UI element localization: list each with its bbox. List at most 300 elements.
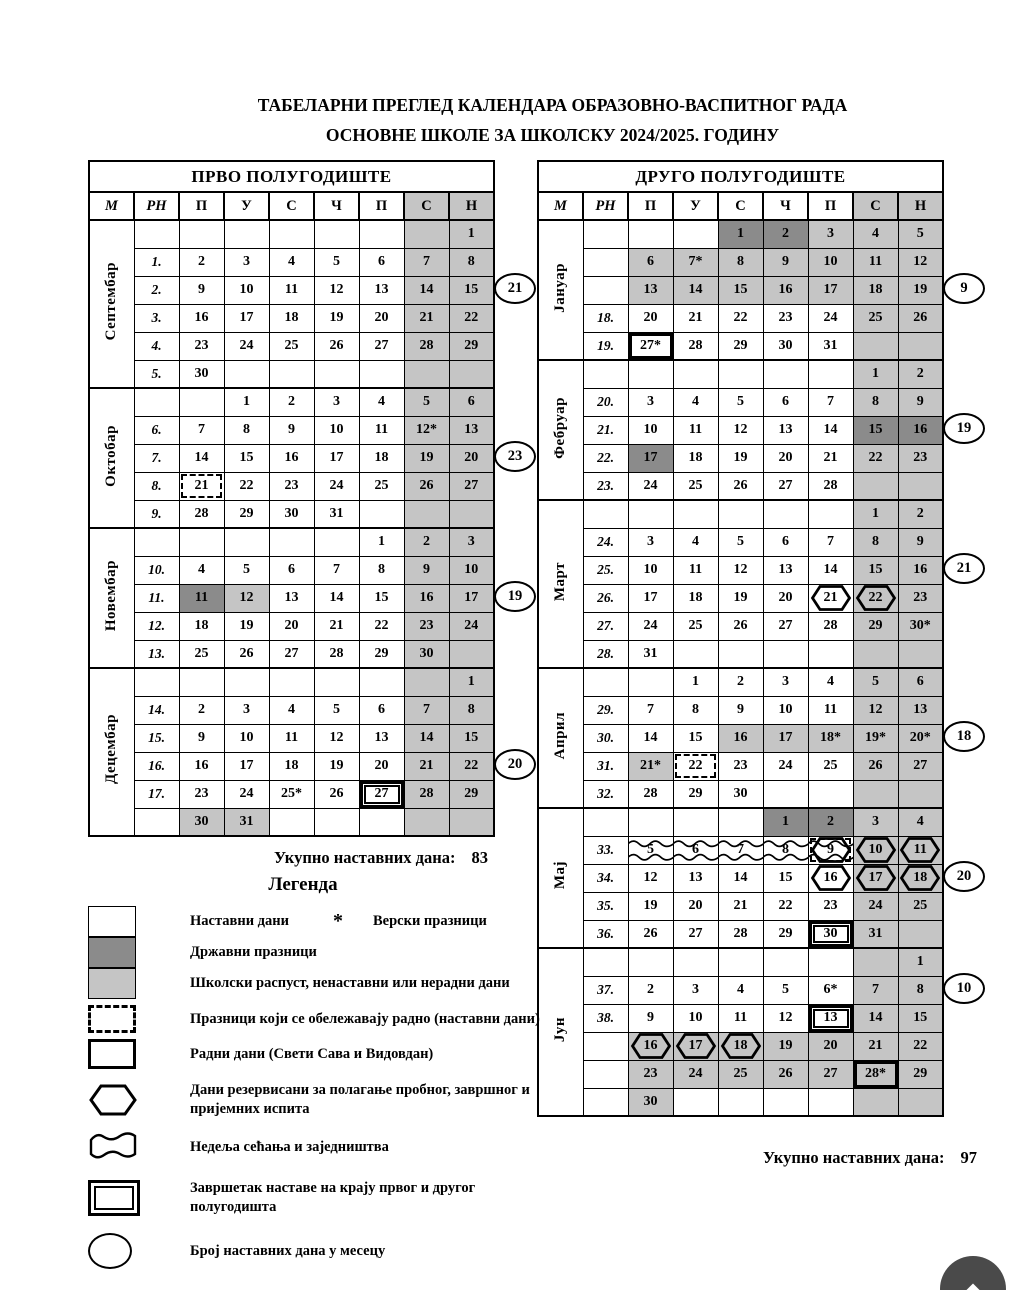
day-cell: 3 [224, 248, 269, 276]
day-cell: 1 [449, 668, 494, 696]
day-cell [449, 640, 494, 668]
day-cell: 27* [628, 332, 673, 360]
day-cell: 25* [269, 780, 314, 808]
day-cell: 19 [898, 276, 943, 304]
total-label: Укупно наставних дана: [763, 1148, 945, 1167]
day-cell [853, 472, 898, 500]
legend-swatch [88, 1180, 190, 1216]
col-header-day: С [853, 192, 898, 220]
day-cell: 11 [269, 724, 314, 752]
day-cell: 1 [224, 388, 269, 416]
day-cell: 26 [224, 640, 269, 668]
day-cell: 6 [359, 696, 404, 724]
day-cell [718, 808, 763, 836]
day-cell: 2 [179, 696, 224, 724]
day-cell [628, 500, 673, 528]
day-cell: 30* [898, 612, 943, 640]
day-cell [224, 668, 269, 696]
day-cell: 16 [718, 724, 763, 752]
day-cell [224, 220, 269, 248]
day-cell: 4 [853, 220, 898, 248]
legend-swatch [88, 1005, 190, 1033]
day-cell: 3 [628, 528, 673, 556]
day-cell: 31 [808, 332, 853, 360]
day-cell: 10 [314, 416, 359, 444]
day-cell: 1 [359, 528, 404, 556]
day-cell: 13 [359, 276, 404, 304]
col-header-month: М [538, 192, 583, 220]
day-cell: 2 [628, 976, 673, 1004]
total-value: 83 [471, 848, 488, 867]
legend-title: Легенда [268, 874, 338, 895]
legend-item-label: Школски распуст, ненаставни или нерадни дани [190, 975, 510, 991]
week-number: 12. [134, 612, 179, 640]
week-number: 15. [134, 724, 179, 752]
first-semester-total [88, 848, 488, 868]
day-cell: 28 [404, 780, 449, 808]
day-cell [808, 1088, 853, 1116]
month-label: Октобар [89, 388, 134, 528]
day-cell: 1 [853, 360, 898, 388]
day-cell: 3 [673, 976, 718, 1004]
day-cell [808, 640, 853, 668]
day-cell: 22 [224, 472, 269, 500]
day-cell: 27 [808, 1060, 853, 1088]
semester-title: ДРУГО ПОЛУГОДИШТЕ [538, 161, 943, 192]
day-cell [898, 1088, 943, 1116]
col-header-day: С [269, 192, 314, 220]
legend-item [88, 1129, 558, 1165]
day-cell: 21* [628, 752, 673, 780]
day-cell: 15 [449, 276, 494, 304]
day-cell [898, 332, 943, 360]
day-cell: 26 [718, 472, 763, 500]
week-number: 7. [134, 444, 179, 472]
day-cell [269, 360, 314, 388]
religious-holiday-note [333, 910, 487, 933]
day-cell: 13 [269, 584, 314, 612]
day-cell [179, 388, 224, 416]
day-cell: 18 [898, 864, 943, 892]
day-cell: 6 [269, 556, 314, 584]
teaching-day-swatch [88, 906, 136, 937]
day-cell: 9 [404, 556, 449, 584]
day-cell: 18 [179, 612, 224, 640]
legend-item [88, 968, 558, 999]
day-cell: 25 [808, 752, 853, 780]
legend-item-label: Недеља сећања и заједништва [190, 1138, 389, 1155]
scroll-to-top-button[interactable] [940, 1256, 1006, 1290]
day-cell [179, 220, 224, 248]
day-cell: 18 [359, 444, 404, 472]
day-cell: 24 [314, 472, 359, 500]
week-number: 13. [134, 640, 179, 668]
day-cell: 4 [718, 976, 763, 1004]
day-cell: 29 [359, 640, 404, 668]
day-cell: 8 [898, 976, 943, 1004]
day-cell: 12* [404, 416, 449, 444]
day-cell: 15 [853, 416, 898, 444]
day-cell: 30 [763, 332, 808, 360]
day-cell: 24 [808, 304, 853, 332]
day-cell [404, 668, 449, 696]
day-cell: 21 [808, 444, 853, 472]
week-number: 29. [583, 696, 628, 724]
day-cell: 12 [718, 556, 763, 584]
legend-item-label: Радни дани (Свети Сава и Видовдан) [190, 1045, 434, 1062]
day-cell: 28 [808, 612, 853, 640]
week-number [583, 1060, 628, 1088]
day-cell: 19* [853, 724, 898, 752]
day-cell: 12 [898, 248, 943, 276]
day-cell: 16 [763, 276, 808, 304]
day-cell: 8 [449, 696, 494, 724]
day-cell: 5 [853, 668, 898, 696]
day-cell [763, 1088, 808, 1116]
day-cell [404, 360, 449, 388]
day-cell: 31 [853, 920, 898, 948]
day-cell [673, 808, 718, 836]
day-cell [853, 332, 898, 360]
day-cell: 1 [718, 220, 763, 248]
col-header-day: У [673, 192, 718, 220]
day-cell: 18* [808, 724, 853, 752]
day-cell: 13 [449, 416, 494, 444]
day-cell: 14 [179, 444, 224, 472]
day-cell: 16 [808, 864, 853, 892]
week-number: 19. [583, 332, 628, 360]
day-cell: 3 [853, 808, 898, 836]
day-cell: 21 [404, 304, 449, 332]
day-cell: 19 [224, 612, 269, 640]
day-cell [853, 948, 898, 976]
week-number [583, 500, 628, 528]
day-cell: 30 [179, 808, 224, 836]
day-cell [763, 780, 808, 808]
day-cell [763, 948, 808, 976]
week-number: 21. [583, 416, 628, 444]
day-cell: 22 [673, 752, 718, 780]
day-cell: 10 [808, 248, 853, 276]
day-cell: 15 [763, 864, 808, 892]
day-cell: 22 [718, 304, 763, 332]
day-cell: 16 [898, 556, 943, 584]
day-cell: 6 [449, 388, 494, 416]
legend-item [88, 1004, 558, 1034]
day-cell: 16 [898, 416, 943, 444]
day-cell: 30 [808, 920, 853, 948]
day-cell [628, 668, 673, 696]
day-cell: 3 [808, 220, 853, 248]
day-cell: 1 [853, 500, 898, 528]
day-cell: 14 [404, 724, 449, 752]
week-number [134, 388, 179, 416]
day-cell: 14 [404, 276, 449, 304]
week-number: 22. [583, 444, 628, 472]
legend-swatch [88, 906, 190, 937]
col-header-week: РН [134, 192, 179, 220]
day-cell [179, 528, 224, 556]
day-cell [718, 1088, 763, 1116]
day-cell: 17 [628, 444, 673, 472]
monthly-count-circle-icon [88, 1233, 132, 1269]
day-cell [898, 780, 943, 808]
day-cell: 21 [404, 752, 449, 780]
col-header-day: С [718, 192, 763, 220]
col-header-week: РН [583, 192, 628, 220]
day-cell [673, 360, 718, 388]
day-cell: 15 [853, 556, 898, 584]
day-cell [898, 920, 943, 948]
day-cell [314, 528, 359, 556]
week-number: 36. [583, 920, 628, 948]
day-cell: 10 [449, 556, 494, 584]
day-cell: 11 [718, 1004, 763, 1032]
day-cell [763, 640, 808, 668]
working-holiday-swatch [88, 1005, 136, 1033]
month-label: Септембар [89, 220, 134, 388]
day-cell: 15 [718, 276, 763, 304]
day-cell: 3 [763, 668, 808, 696]
week-number [583, 248, 628, 276]
day-cell: 10 [628, 556, 673, 584]
day-cell: 15 [224, 444, 269, 472]
day-cell: 7 [404, 696, 449, 724]
day-cell [359, 500, 404, 528]
week-number [134, 220, 179, 248]
day-cell [718, 948, 763, 976]
day-cell: 9 [628, 1004, 673, 1032]
day-cell: 29 [718, 332, 763, 360]
col-header-month: М [89, 192, 134, 220]
day-cell: 27 [673, 920, 718, 948]
day-cell [718, 360, 763, 388]
legend-item-label: Дани резервисани за полагање пробног, завршног и пријемних испита [190, 1082, 530, 1117]
day-cell [314, 808, 359, 836]
week-number: 31. [583, 752, 628, 780]
week-number: 2. [134, 276, 179, 304]
month-label: Новембар [89, 528, 134, 668]
day-cell [269, 220, 314, 248]
day-cell: 10 [853, 836, 898, 864]
day-cell: 2 [404, 528, 449, 556]
day-cell: 17 [628, 584, 673, 612]
legend-item-label: Наставни дани [190, 913, 289, 929]
day-cell: 25 [673, 472, 718, 500]
day-cell: 26 [314, 332, 359, 360]
day-cell: 1 [763, 808, 808, 836]
day-cell: 6* [808, 976, 853, 1004]
day-cell: 7 [853, 976, 898, 1004]
day-cell: 5 [404, 388, 449, 416]
week-number: 33. [583, 836, 628, 864]
week-number: 38. [583, 1004, 628, 1032]
remembrance-week-flag-icon [88, 1129, 138, 1165]
day-cell: 12 [314, 276, 359, 304]
month-label: Јануар [538, 220, 583, 360]
day-cell [359, 668, 404, 696]
day-cell: 9 [179, 276, 224, 304]
monthly-teaching-days-count: 20 [943, 861, 985, 892]
second-semester-table [537, 160, 987, 1117]
total-value: 97 [960, 1148, 977, 1167]
day-cell: 18 [673, 444, 718, 472]
end-of-semester-box-icon [88, 1180, 140, 1216]
day-cell: 15 [359, 584, 404, 612]
day-cell [763, 500, 808, 528]
legend-swatch [88, 937, 190, 968]
day-cell: 9 [898, 528, 943, 556]
day-cell: 23 [269, 472, 314, 500]
week-number [583, 220, 628, 248]
day-cell: 28 [404, 332, 449, 360]
legend-swatch [88, 968, 190, 999]
day-cell: 18 [853, 276, 898, 304]
day-cell [853, 640, 898, 668]
col-header-day: П [628, 192, 673, 220]
day-cell: 28* [853, 1060, 898, 1088]
calendar-table [88, 160, 495, 837]
exam-day-hexagon-icon [88, 1083, 138, 1117]
state-holiday-swatch [88, 937, 136, 968]
day-cell: 12 [314, 724, 359, 752]
day-cell: 9 [763, 248, 808, 276]
total-label: Укупно наставних дана: [274, 848, 456, 867]
day-cell: 27 [763, 612, 808, 640]
day-cell: 11 [179, 584, 224, 612]
month-label: Јун [538, 948, 583, 1116]
day-cell: 25 [853, 304, 898, 332]
day-cell: 28 [314, 640, 359, 668]
day-cell [718, 640, 763, 668]
day-cell: 20 [763, 584, 808, 612]
day-cell: 27 [763, 472, 808, 500]
day-cell: 17 [224, 752, 269, 780]
day-cell: 18 [269, 752, 314, 780]
col-header-day: Н [449, 192, 494, 220]
day-cell [853, 780, 898, 808]
week-number: 8. [134, 472, 179, 500]
day-cell: 8 [763, 836, 808, 864]
week-number [134, 668, 179, 696]
day-cell: 23 [808, 892, 853, 920]
day-cell: 23 [404, 612, 449, 640]
week-number: 14. [134, 696, 179, 724]
day-cell: 2 [808, 808, 853, 836]
day-cell [808, 948, 853, 976]
day-cell: 7* [673, 248, 718, 276]
day-cell: 25 [718, 1060, 763, 1088]
week-number: 25. [583, 556, 628, 584]
page-title-line1: ТАБЕЛАРНИ ПРЕГЛЕД КАЛЕНДАРА ОБРАЗОВНО-ВАСПИТНОГ РАДА [257, 95, 848, 115]
day-cell: 17 [449, 584, 494, 612]
day-cell: 9 [179, 724, 224, 752]
day-cell: 24 [224, 780, 269, 808]
day-cell: 6 [359, 248, 404, 276]
day-cell: 18 [718, 1032, 763, 1060]
day-cell: 1 [898, 948, 943, 976]
second-semester-total [537, 1148, 977, 1168]
day-cell: 6 [763, 388, 808, 416]
day-cell: 30 [404, 640, 449, 668]
week-number: 3. [134, 304, 179, 332]
day-cell: 26 [404, 472, 449, 500]
day-cell [808, 500, 853, 528]
day-cell: 26 [763, 1060, 808, 1088]
legend-items [88, 906, 558, 1269]
day-cell: 21 [853, 1032, 898, 1060]
week-number [134, 528, 179, 556]
week-number: 16. [134, 752, 179, 780]
day-cell [673, 500, 718, 528]
day-cell [898, 472, 943, 500]
day-cell: 20 [808, 1032, 853, 1060]
day-cell: 12 [853, 696, 898, 724]
day-cell: 7 [314, 556, 359, 584]
day-cell: 14 [718, 864, 763, 892]
day-cell: 22 [449, 304, 494, 332]
day-cell: 19 [314, 304, 359, 332]
day-cell: 12 [763, 1004, 808, 1032]
day-cell [449, 500, 494, 528]
day-cell [449, 360, 494, 388]
day-cell: 5 [224, 556, 269, 584]
week-number: 9. [134, 500, 179, 528]
day-cell: 11 [673, 556, 718, 584]
week-number: 4. [134, 332, 179, 360]
day-cell: 30 [628, 1088, 673, 1116]
month-label: Децембар [89, 668, 134, 836]
day-cell: 19 [718, 584, 763, 612]
day-cell: 24 [673, 1060, 718, 1088]
week-number: 27. [583, 612, 628, 640]
legend-swatch [88, 1129, 190, 1165]
day-cell: 10 [224, 724, 269, 752]
calendar-table [537, 160, 944, 1117]
day-cell: 18 [269, 304, 314, 332]
day-cell: 7 [628, 696, 673, 724]
day-cell: 13 [628, 276, 673, 304]
day-cell: 24 [628, 612, 673, 640]
page-title-line2: ОСНОВНЕ ШКОЛЕ ЗА ШКОЛСКУ 2024/2025. ГОДИНУ [325, 125, 780, 145]
day-cell: 11 [673, 416, 718, 444]
day-cell: 13 [359, 724, 404, 752]
day-cell [404, 808, 449, 836]
day-cell: 1 [449, 220, 494, 248]
week-number [583, 1088, 628, 1116]
day-cell: 2 [269, 388, 314, 416]
day-cell [224, 360, 269, 388]
day-cell: 14 [673, 276, 718, 304]
legend-item [88, 937, 558, 968]
day-cell [314, 668, 359, 696]
day-cell [314, 360, 359, 388]
day-cell: 19 [314, 752, 359, 780]
day-cell: 16 [404, 584, 449, 612]
week-number: 6. [134, 416, 179, 444]
day-cell: 4 [269, 696, 314, 724]
day-cell: 13 [808, 1004, 853, 1032]
day-cell: 9 [898, 388, 943, 416]
week-number [583, 360, 628, 388]
day-cell: 2 [898, 360, 943, 388]
day-cell: 4 [269, 248, 314, 276]
legend-swatch [88, 1233, 190, 1269]
day-cell: 7 [718, 836, 763, 864]
day-cell: 15 [673, 724, 718, 752]
day-cell [359, 360, 404, 388]
day-cell: 20 [628, 304, 673, 332]
